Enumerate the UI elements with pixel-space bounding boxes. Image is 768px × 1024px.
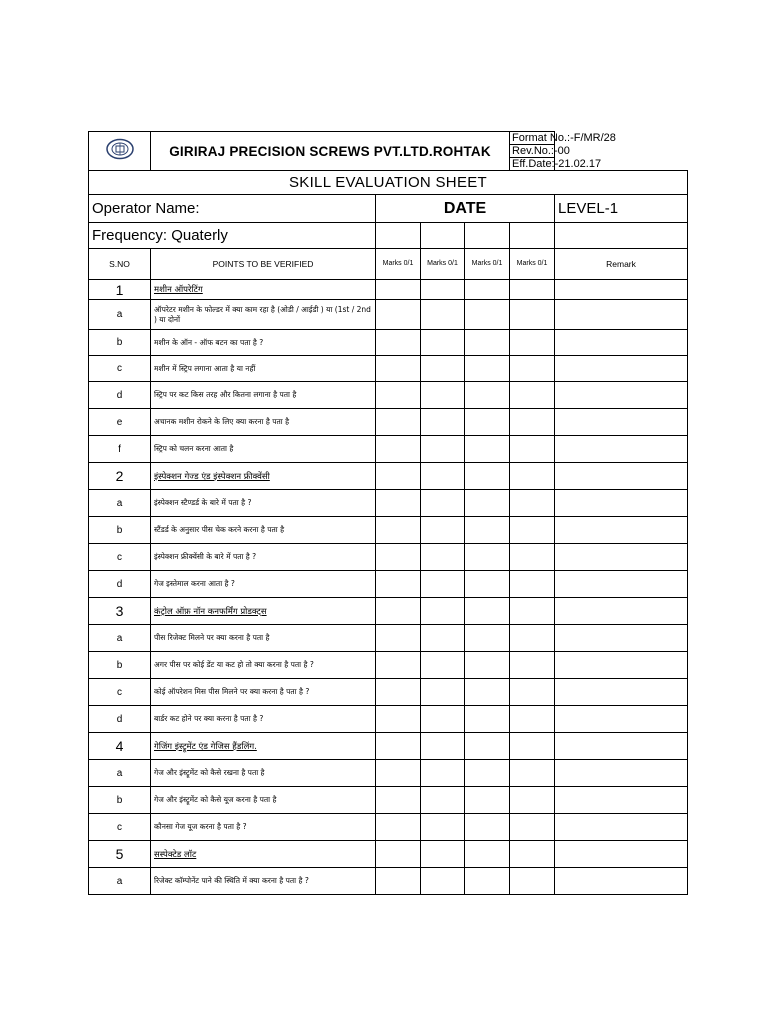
- remark-cell[interactable]: [555, 706, 688, 733]
- marks-cell-3[interactable]: [465, 760, 510, 787]
- marks-cell-1[interactable]: [376, 841, 421, 868]
- marks-cell-1[interactable]: [376, 436, 421, 463]
- verification-point: इंस्पेक्शन फ्रीक्वेंसी के बारे में पता है ?: [151, 544, 376, 571]
- marks-cell-1[interactable]: [376, 356, 421, 382]
- marks-cell-4[interactable]: [510, 571, 555, 598]
- verification-point: रिजेक्ट कॉम्पोनेंट पाने की स्थिति में क्या करना है पता है ?: [151, 868, 376, 895]
- table-row: [89, 814, 688, 841]
- marks-cell-2[interactable]: [421, 598, 465, 625]
- marks-cell-3[interactable]: [465, 571, 510, 598]
- remark-cell[interactable]: [555, 330, 688, 356]
- company-logo-icon: [105, 138, 135, 160]
- table-row: [89, 760, 688, 787]
- effective-date: Eff.Date:-21.02.17: [510, 158, 555, 171]
- marks-header-1: Marks 0/1: [376, 249, 421, 280]
- remark-header: Remark: [555, 249, 688, 280]
- table-row: [89, 490, 688, 517]
- marks-cell-4[interactable]: [510, 300, 555, 330]
- serial-number: a: [89, 300, 151, 330]
- verification-point: ऑपरेटर मशीन के फोल्डर में क्या काम रहा है (ओडी / आईडी ) या (1st / 2nd ) या दोनों: [151, 300, 376, 330]
- remark-cell[interactable]: [555, 733, 688, 760]
- marks-cell-3[interactable]: [465, 814, 510, 841]
- marks-cell-3[interactable]: [465, 679, 510, 706]
- serial-number: f: [89, 436, 151, 463]
- sheet-title: SKILL EVALUATION SHEET: [89, 171, 688, 195]
- marks-cell-4[interactable]: [510, 280, 555, 300]
- marks-cell-2[interactable]: [421, 300, 465, 330]
- marks-cell-4[interactable]: [510, 625, 555, 652]
- verification-point: गेज इस्तेमाल करना आता है ?: [151, 571, 376, 598]
- marks-cell-1[interactable]: [376, 544, 421, 571]
- company-logo: [89, 132, 151, 171]
- marks-cell-1[interactable]: [376, 280, 421, 300]
- marks-cell-1[interactable]: [376, 814, 421, 841]
- serial-number: b: [89, 652, 151, 679]
- remark-cell[interactable]: [555, 814, 688, 841]
- remark-cell[interactable]: [555, 517, 688, 544]
- marks-cell-3[interactable]: [465, 598, 510, 625]
- marks-cell-2[interactable]: [421, 544, 465, 571]
- verification-point: गेज और इंस्ट्रूमेंट को कैसे रखना है पता है: [151, 760, 376, 787]
- marks-cell-3[interactable]: [465, 330, 510, 356]
- marks-cell-1[interactable]: [376, 382, 421, 409]
- marks-cell-3[interactable]: [465, 280, 510, 300]
- section-heading: कंट्रोल ऑफ़ नॉन कनफर्मिंग प्रोडक्ट्स: [151, 598, 376, 625]
- marks-cell-1[interactable]: [376, 463, 421, 490]
- marks-cell-3[interactable]: [465, 652, 510, 679]
- marks-cell-1[interactable]: [376, 625, 421, 652]
- marks-cell-2[interactable]: [421, 814, 465, 841]
- remark-cell[interactable]: [555, 760, 688, 787]
- verification-point: कौनसा गेज यूज करना है पता है ?: [151, 814, 376, 841]
- remark-cell[interactable]: [555, 787, 688, 814]
- date-label: DATE: [376, 195, 555, 223]
- marks-cell-4[interactable]: [510, 544, 555, 571]
- serial-number: 3: [89, 598, 151, 625]
- marks-cell-1[interactable]: [376, 760, 421, 787]
- table-row: [89, 356, 688, 382]
- remark-cell[interactable]: [555, 544, 688, 571]
- marks-cell-3[interactable]: [465, 706, 510, 733]
- frequency-blank-cell[interactable]: [376, 223, 421, 249]
- remark-cell[interactable]: [555, 490, 688, 517]
- marks-cell-4[interactable]: [510, 868, 555, 895]
- marks-cell-1[interactable]: [376, 300, 421, 330]
- section-row: [89, 598, 688, 625]
- marks-cell-1[interactable]: [376, 679, 421, 706]
- marks-cell-1[interactable]: [376, 787, 421, 814]
- verification-point: स्टैंडर्ड के अनुसार पीस चेक करने करना है पता है: [151, 517, 376, 544]
- verification-point: पीस रिजेक्ट मिलने पर क्या करना है पता है: [151, 625, 376, 652]
- marks-cell-1[interactable]: [376, 733, 421, 760]
- marks-cell-4[interactable]: [510, 330, 555, 356]
- marks-cell-1[interactable]: [376, 330, 421, 356]
- marks-cell-2[interactable]: [421, 517, 465, 544]
- section-heading: गेजिंग इंस्ट्रूमेंट एंड गेजिस हैंडलिंग.: [151, 733, 376, 760]
- serial-number: 4: [89, 733, 151, 760]
- marks-cell-2[interactable]: [421, 706, 465, 733]
- frequency-blank-cell[interactable]: [421, 223, 465, 249]
- company-name: GIRIRAJ PRECISION SCREWS PVT.LTD.ROHTAK: [151, 132, 510, 171]
- verification-point: मशीन में स्ट्रिप लगाना आता है या नहीं: [151, 356, 376, 382]
- table-row: [89, 330, 688, 356]
- serial-number: b: [89, 787, 151, 814]
- serial-number: a: [89, 760, 151, 787]
- verification-point: स्ट्रिप को चलन करना आता है: [151, 436, 376, 463]
- section-heading: मशीन ऑपरेटिंग: [151, 280, 376, 300]
- marks-cell-1[interactable]: [376, 868, 421, 895]
- marks-cell-2[interactable]: [421, 760, 465, 787]
- table-row: [89, 868, 688, 895]
- points-header: POINTS TO BE VERIFIED: [151, 249, 376, 280]
- serial-number: 2: [89, 463, 151, 490]
- serial-number: 5: [89, 841, 151, 868]
- marks-cell-4[interactable]: [510, 517, 555, 544]
- marks-cell-2[interactable]: [421, 652, 465, 679]
- remark-cell[interactable]: [555, 280, 688, 300]
- frequency-blank-cell[interactable]: [555, 223, 688, 249]
- marks-cell-4[interactable]: [510, 490, 555, 517]
- remark-cell[interactable]: [555, 409, 688, 436]
- serial-number: a: [89, 625, 151, 652]
- marks-cell-1[interactable]: [376, 571, 421, 598]
- frequency-blank-cell[interactable]: [510, 223, 555, 249]
- marks-cell-2[interactable]: [421, 625, 465, 652]
- section-heading: इंस्पेक्शन गेज्ड एंड इंस्पेक्शन फ्रीक्वेंसी: [151, 463, 376, 490]
- evaluation-rows: [89, 280, 688, 895]
- marks-cell-3[interactable]: [465, 463, 510, 490]
- serial-number: d: [89, 571, 151, 598]
- verification-point: बार्डर कट होने पर क्या करना है पता है ?: [151, 706, 376, 733]
- remark-cell[interactable]: [555, 463, 688, 490]
- marks-cell-1[interactable]: [376, 652, 421, 679]
- marks-cell-3[interactable]: [465, 787, 510, 814]
- remark-cell[interactable]: [555, 598, 688, 625]
- marks-cell-1[interactable]: [376, 598, 421, 625]
- marks-cell-2[interactable]: [421, 868, 465, 895]
- remark-cell[interactable]: [555, 841, 688, 868]
- marks-cell-4[interactable]: [510, 463, 555, 490]
- marks-header-2: Marks 0/1: [421, 249, 465, 280]
- marks-cell-2[interactable]: [421, 679, 465, 706]
- table-row: [89, 679, 688, 706]
- marks-cell-4[interactable]: [510, 382, 555, 409]
- serial-number: 1: [89, 280, 151, 300]
- marks-cell-3[interactable]: [465, 409, 510, 436]
- remark-cell[interactable]: [555, 868, 688, 895]
- format-number: Format No.:-F/MR/28: [510, 132, 555, 145]
- table-row: [89, 409, 688, 436]
- marks-cell-2[interactable]: [421, 436, 465, 463]
- marks-cell-4[interactable]: [510, 436, 555, 463]
- marks-cell-4[interactable]: [510, 679, 555, 706]
- marks-cell-2[interactable]: [421, 280, 465, 300]
- remark-cell[interactable]: [555, 652, 688, 679]
- serial-number: d: [89, 706, 151, 733]
- marks-cell-4[interactable]: [510, 598, 555, 625]
- marks-cell-1[interactable]: [376, 490, 421, 517]
- serial-number: c: [89, 544, 151, 571]
- remark-cell[interactable]: [555, 356, 688, 382]
- serial-number: c: [89, 679, 151, 706]
- marks-cell-3[interactable]: [465, 300, 510, 330]
- section-heading: सस्पेक्टेड लॉट: [151, 841, 376, 868]
- marks-cell-3[interactable]: [465, 490, 510, 517]
- table-row: [89, 652, 688, 679]
- marks-cell-2[interactable]: [421, 330, 465, 356]
- marks-cell-2[interactable]: [421, 463, 465, 490]
- marks-cell-2[interactable]: [421, 841, 465, 868]
- marks-cell-4[interactable]: [510, 841, 555, 868]
- verification-point: कोई ऑपरेशन मिस पीस मिलने पर क्या करना है पता है ?: [151, 679, 376, 706]
- marks-cell-3[interactable]: [465, 356, 510, 382]
- marks-cell-4[interactable]: [510, 706, 555, 733]
- verification-point: स्ट्रिप पर कट किस तरह और कितना लगाना है पता है: [151, 382, 376, 409]
- verification-point: अचानक मशीन रोकने के लिए क्या करना है पता है: [151, 409, 376, 436]
- marks-cell-2[interactable]: [421, 571, 465, 598]
- section-row: [89, 841, 688, 868]
- table-row: [89, 517, 688, 544]
- serial-number: e: [89, 409, 151, 436]
- verification-point: इंस्पेक्शन स्टैण्डर्ड के बारे में पता है ?: [151, 490, 376, 517]
- verification-point: अगर पीस पर कोई डेंट या कट हो तो क्या करना है पता है ?: [151, 652, 376, 679]
- marks-cell-4[interactable]: [510, 814, 555, 841]
- marks-cell-2[interactable]: [421, 409, 465, 436]
- marks-cell-4[interactable]: [510, 760, 555, 787]
- skill-evaluation-sheet: [88, 131, 687, 895]
- section-row: [89, 733, 688, 760]
- table-row: [89, 300, 688, 330]
- operator-name-label: Operator Name:: [89, 195, 376, 223]
- frequency-blank-cell[interactable]: [465, 223, 510, 249]
- remark-cell[interactable]: [555, 382, 688, 409]
- serial-number: c: [89, 814, 151, 841]
- table-row: [89, 706, 688, 733]
- table-row: [89, 571, 688, 598]
- remark-cell[interactable]: [555, 625, 688, 652]
- marks-cell-2[interactable]: [421, 733, 465, 760]
- section-row: [89, 280, 688, 300]
- remark-cell[interactable]: [555, 436, 688, 463]
- marks-header-3: Marks 0/1: [465, 249, 510, 280]
- marks-cell-3[interactable]: [465, 436, 510, 463]
- marks-cell-2[interactable]: [421, 787, 465, 814]
- marks-cell-4[interactable]: [510, 733, 555, 760]
- marks-cell-2[interactable]: [421, 382, 465, 409]
- revision-number: Rev.No.:-00: [510, 145, 555, 158]
- marks-cell-4[interactable]: [510, 409, 555, 436]
- serial-number: a: [89, 868, 151, 895]
- table-row: [89, 382, 688, 409]
- marks-cell-3[interactable]: [465, 868, 510, 895]
- verification-point: मशीन के ऑन - ऑफ बटन का पता है ?: [151, 330, 376, 356]
- marks-cell-3[interactable]: [465, 544, 510, 571]
- marks-cell-1[interactable]: [376, 517, 421, 544]
- marks-cell-3[interactable]: [465, 733, 510, 760]
- serial-number: b: [89, 517, 151, 544]
- evaluation-table: [88, 131, 688, 895]
- marks-cell-3[interactable]: [465, 382, 510, 409]
- marks-cell-4[interactable]: [510, 356, 555, 382]
- table-row: [89, 625, 688, 652]
- remark-cell[interactable]: [555, 679, 688, 706]
- remark-cell[interactable]: [555, 571, 688, 598]
- table-row: [89, 544, 688, 571]
- table-row: [89, 787, 688, 814]
- marks-cell-3[interactable]: [465, 625, 510, 652]
- table-row: [89, 436, 688, 463]
- marks-cell-4[interactable]: [510, 787, 555, 814]
- marks-cell-3[interactable]: [465, 841, 510, 868]
- marks-header-4: Marks 0/1: [510, 249, 555, 280]
- remark-cell[interactable]: [555, 300, 688, 330]
- level-label: LEVEL-1: [555, 195, 688, 223]
- marks-cell-3[interactable]: [465, 517, 510, 544]
- marks-cell-1[interactable]: [376, 409, 421, 436]
- serial-number: c: [89, 356, 151, 382]
- marks-cell-2[interactable]: [421, 490, 465, 517]
- marks-cell-4[interactable]: [510, 652, 555, 679]
- marks-cell-1[interactable]: [376, 706, 421, 733]
- verification-point: गेज और इंस्ट्रूमेंट को कैसे यूज करना है पता है: [151, 787, 376, 814]
- marks-cell-2[interactable]: [421, 356, 465, 382]
- section-row: [89, 463, 688, 490]
- serial-number: a: [89, 490, 151, 517]
- frequency-label: Frequency: Quaterly: [89, 223, 376, 249]
- serial-number: b: [89, 330, 151, 356]
- serial-number: d: [89, 382, 151, 409]
- sno-header: S.NO: [89, 249, 151, 280]
